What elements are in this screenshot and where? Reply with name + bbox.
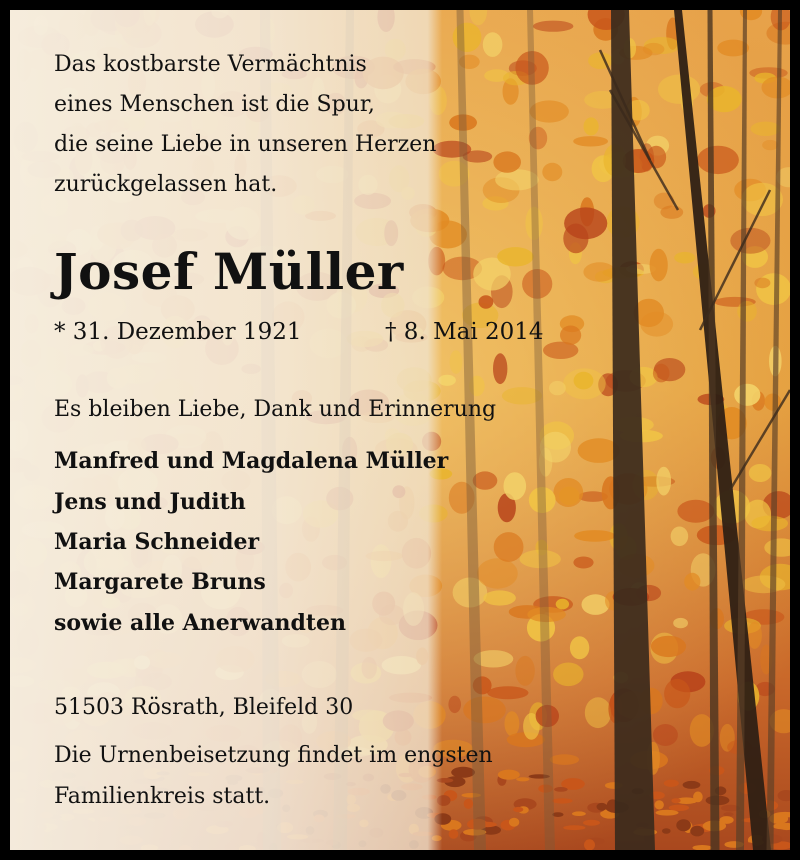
poem-line-2: eines Menschen ist die Spur, (54, 92, 375, 117)
burial-note-line-2: Familienkreis statt. (54, 784, 271, 809)
burial-note-line-1: Die Urnenbeisetzung findet im engsten (54, 743, 493, 768)
remembrance-line: Es bleiben Liebe, Dank und Erinnerung (54, 397, 497, 422)
notice-text (10, 10, 590, 850)
mourner-3: Maria Schneider (54, 529, 260, 555)
poem-line-1: Das kostbarste Vermächtnis (54, 52, 367, 77)
poem-line-4: zurückgelassen hat. (54, 172, 278, 197)
mourner-5: sowie alle Anerwandten (54, 610, 347, 636)
mourner-4: Margarete Bruns (54, 569, 266, 595)
poem-line-3: die seine Liebe in unseren Herzen (54, 132, 437, 157)
birth-date: * 31. Dezember 1921 (54, 319, 302, 345)
mourner-2: Jens und Judith (54, 489, 246, 515)
deceased-name: Josef Müller (54, 242, 404, 301)
mourner-1: Manfred und Magdalena Müller (54, 448, 449, 474)
death-date: † 8. Mai 2014 (385, 319, 544, 345)
obituary-notice (10, 10, 790, 850)
address: 51503 Rösrath, Bleifeld 30 (54, 695, 354, 720)
